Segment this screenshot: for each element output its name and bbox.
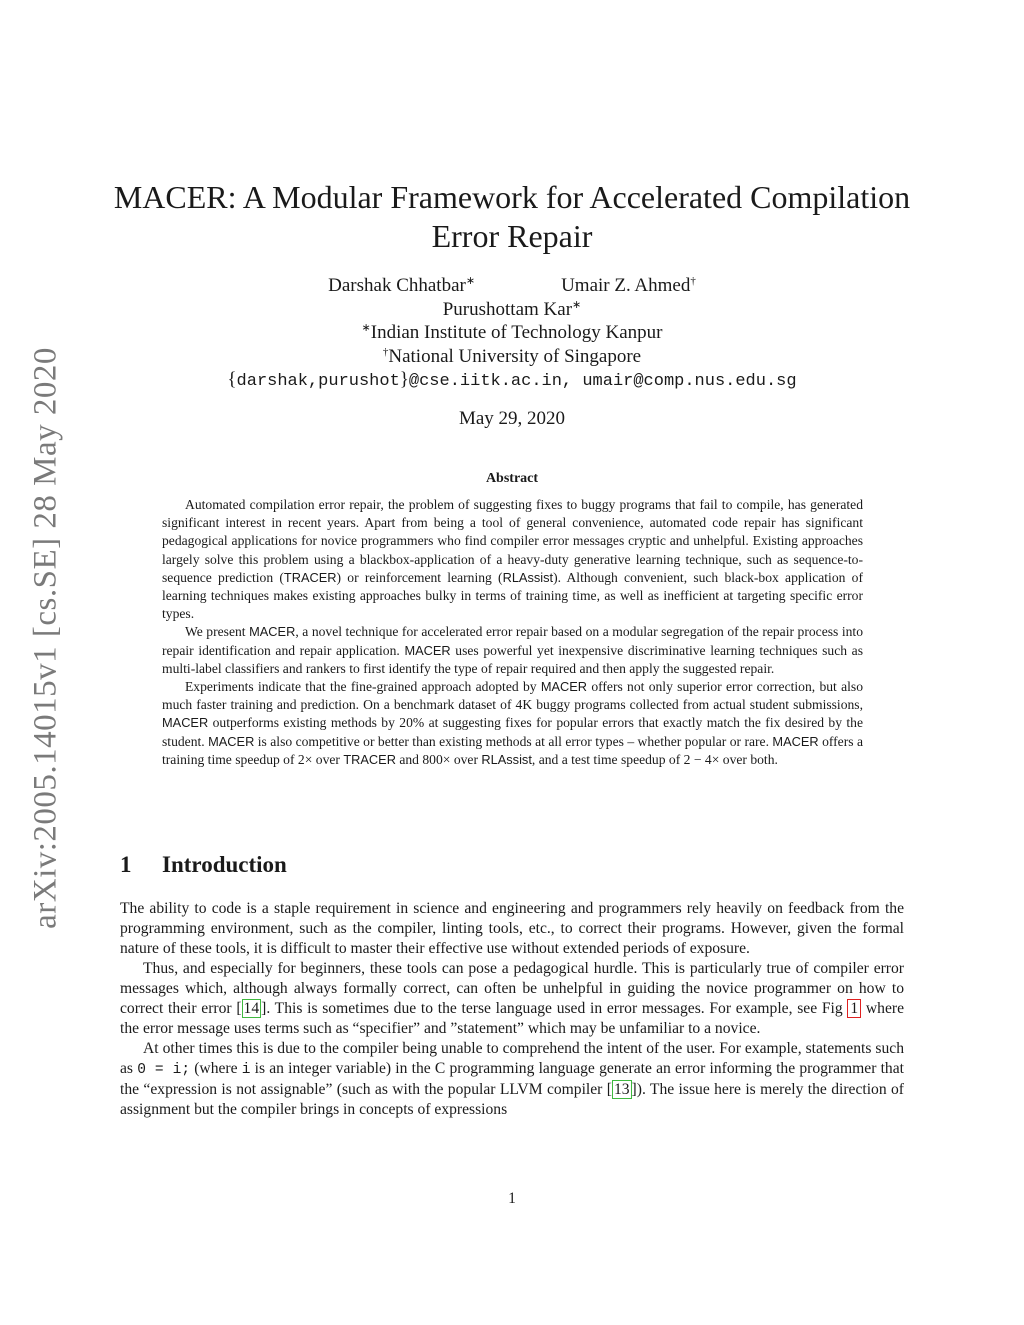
affiliation-mark: ∗: [465, 275, 476, 287]
bracket: ]: [261, 1000, 267, 1017]
inline-code: i: [241, 1062, 251, 1078]
affiliation: [110, 345, 914, 369]
author-row: [110, 298, 914, 322]
section-heading: [120, 852, 287, 878]
affiliation-name: National University of Singapore: [388, 345, 642, 367]
body-paragraph: [120, 1039, 904, 1120]
text-run: uses powerful yet inexpensive discriminative learning techniques such as multi-label classifiers and rankers to first identify the type of repair required and then apply the suggested repair.: [162, 642, 864, 676]
page-number: 1: [508, 1190, 516, 1207]
abstract-paragraph: [162, 623, 863, 678]
abstract-paragraph: [162, 496, 863, 623]
author-name: Umair Z. Ahmed: [561, 275, 691, 296]
text-run: and 800× over: [395, 751, 482, 767]
text-run: ). The issue here is merely the direction of assignment but the compiler brings in concepts of expressions: [120, 1081, 904, 1118]
system-name: TRACER: [343, 751, 396, 767]
text-run: At other times this is due to the compiler being unable to comprehend the intent of the user. For example, statements such as: [120, 1040, 904, 1077]
text-run: . This is sometimes due to the terse language used in error messages. For example, see Fig: [266, 1000, 848, 1017]
bracket: [: [236, 1000, 242, 1017]
affiliation-mark: ∗: [572, 298, 582, 311]
system-name: TRACER: [283, 569, 337, 585]
introduction-body: [120, 899, 904, 1120]
affiliation-name: Indian Institute of Technology Kanpur: [370, 322, 663, 343]
paper-title: MACER: A Modular Framework for Accelerated Compilation Error Repair: [113, 179, 911, 254]
author-name: Darshak Chhatbar: [328, 275, 466, 296]
text-run: where the error message uses terms such as “specifier” and ”statement” which may be unfamiliar to a novice.: [120, 1000, 904, 1037]
section-number: 1: [120, 852, 132, 877]
text-run: is an integer variable) in the C programming language generate an error informing the programmer that the “expression is not assignable” (such as with the popular LLVM compiler: [120, 1060, 904, 1098]
text-run: ). Although convenient, such black-box application of learning techniques makes existing approaches bulky in terms of training time, as well as inefficient at targeting specific error types.: [162, 569, 863, 622]
paper-date: May 29, 2020: [458, 408, 566, 429]
abstract-paragraph: [162, 678, 863, 769]
inline-code: 0 = i;: [137, 1062, 191, 1078]
citation-link[interactable]: 14: [243, 1000, 260, 1017]
body-paragraph: [120, 959, 904, 1039]
system-name: MACER: [404, 642, 451, 658]
abstract-body: [162, 496, 863, 769]
text-run: outperforms existing methods by 20% at suggesting fixes for popular errors that exactly match the fix desired by the student.: [162, 715, 863, 749]
abstract-heading: Abstract: [485, 471, 539, 486]
affiliation-mark: †: [382, 345, 389, 358]
affiliation-mark: †: [690, 275, 696, 287]
text-run: Thus, and especially for beginners, these tools can pose a pedagogical hurdle. This is particularly true of compiler error messages which, although always formally correct, can often be unhelpful in guiding the novice programmer on how to correct their error: [120, 960, 904, 1017]
text-run: ) or reinforcement learning (: [336, 569, 503, 585]
text-run: We present: [185, 624, 250, 640]
author-emails: [110, 368, 914, 392]
citation-link[interactable]: 13: [613, 1081, 630, 1098]
section-title: Introduction: [162, 852, 287, 877]
bracket: [: [606, 1081, 612, 1098]
body-paragraph: The ability to code is a staple requirement in science and engineering and programmers rely heavily on feedback from the programming environment, such as the compiler, linting tools, etc., to correct their programs. However, given the formal nature of these tools, it is difficult to master their effective use without extended periods of exposure.: [120, 900, 904, 957]
text-run: offers not only superior error correction, but also much faster training and prediction. On a benchmark dataset of 4K buggy programs collected from actual student submissions,: [162, 679, 863, 713]
text-run: , and a test time speedup of 2 − 4× over both.: [531, 751, 778, 767]
arxiv-side-label: arXiv:2005.14015v1 [cs.SE] 28 May 2020: [27, 347, 64, 929]
text-run: offers a training time speedup of 2× over: [162, 733, 863, 767]
bracket: ]: [631, 1081, 637, 1098]
brace: }: [399, 369, 409, 390]
text-run: Experiments indicate that the fine-grained approach adopted by: [185, 679, 541, 695]
author-block: [110, 274, 914, 392]
system-name: MACER: [540, 679, 588, 695]
system-name: RLAssist: [481, 751, 532, 767]
author-name: Purushottam Kar: [442, 298, 573, 320]
text-run: is also competitive or better than existing methods at all error types – whether popular or rare.: [254, 733, 773, 749]
affiliation-mark: ∗: [361, 322, 371, 334]
system-name: MACER: [249, 624, 296, 640]
affiliation: [110, 321, 914, 345]
figure-link[interactable]: 1: [847, 999, 861, 1018]
text-run: (where: [190, 1060, 242, 1077]
system-name: MACER: [162, 715, 209, 731]
system-name: MACER: [772, 733, 819, 749]
system-name: RLAssist: [502, 569, 554, 585]
text-run: , a novel technique for accelerated error repair based on a modular segregation of the repair process into repair identification and repair application.: [162, 624, 864, 658]
system-name: MACER: [208, 733, 255, 749]
email-users: darshak,purushot: [236, 372, 400, 391]
author-row: [110, 274, 914, 298]
text-run: Automated compilation error repair, the problem of suggesting fixes to buggy programs that fail to compile, has generated significant interest in recent years. Apart from being a tool of general convenience, automated code repair has significant pedagogical applications for novice programmers who find compiler error messages cryptic and unhelpful. Existing approaches largely solve this problem using a blackbox-application of a heavy-duty generative learning technique, such as sequence-to-sequence prediction (: [162, 497, 863, 585]
email-domains: @cse.iitk.ac.in, umair@comp.nus.edu.sg: [408, 372, 797, 391]
brace: {: [227, 369, 237, 390]
